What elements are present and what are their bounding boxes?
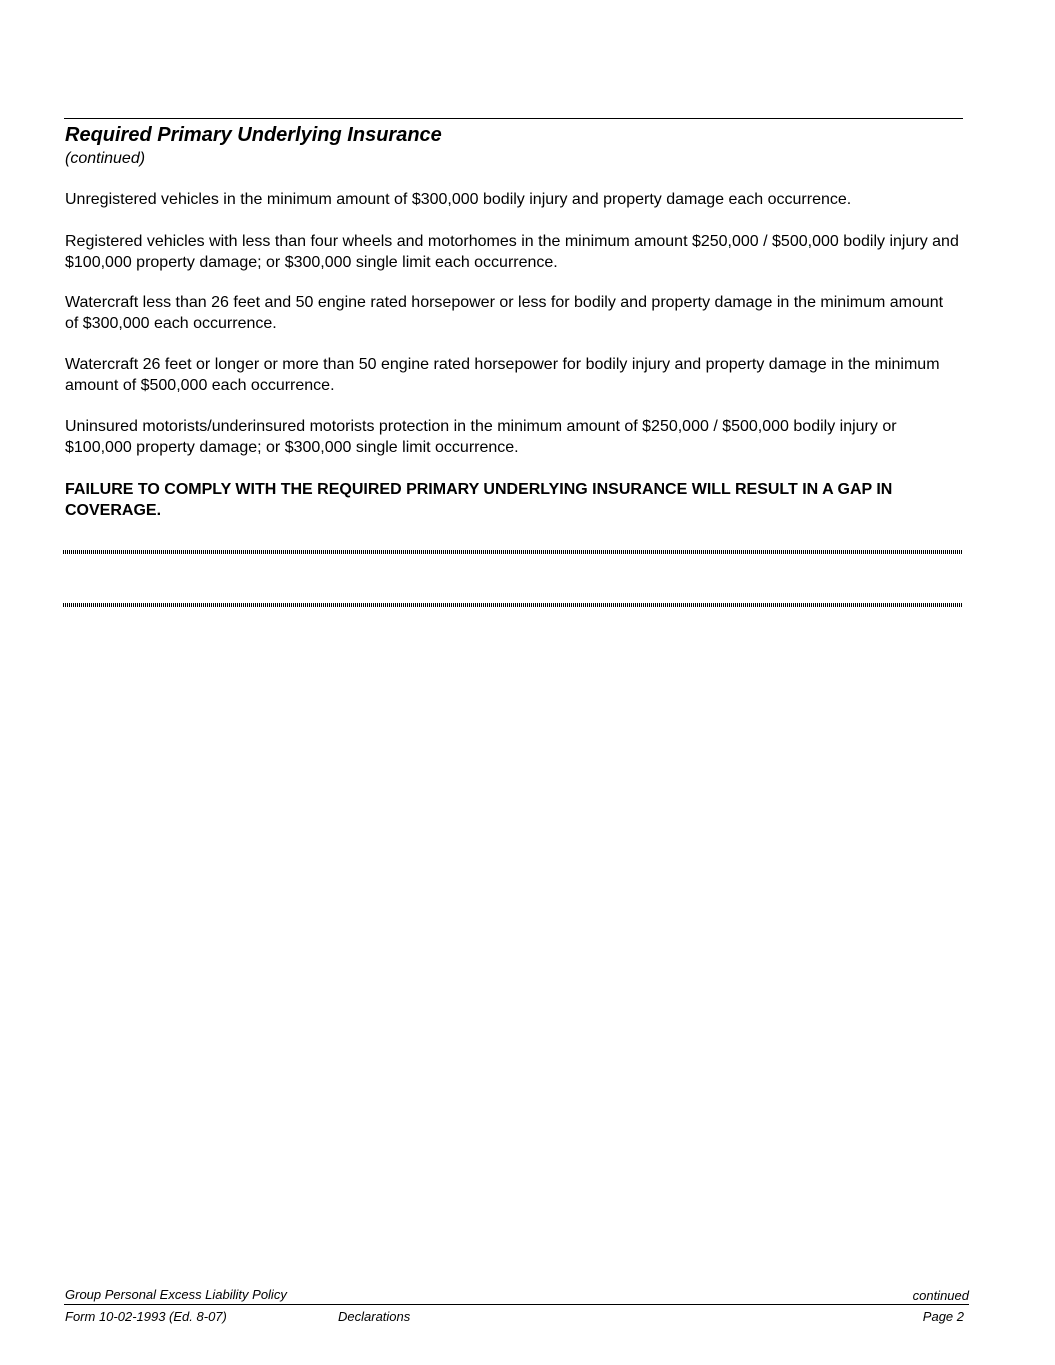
- paragraph-watercraft-large: Watercraft 26 feet or longer or more than 50 engine rated horsepower for bodily injury and property damage in the minimum amount of $500,000 each occurrence.: [65, 356, 940, 394]
- footer-form-number: Form 10-02-1993 (Ed. 8-07): [65, 1309, 227, 1324]
- footer-page-number: Page 2: [922, 1309, 964, 1324]
- paragraph-watercraft-small: Watercraft less than 26 feet and 50 engine rated horsepower or less for bodily and property damage in the minimum amount of $300,000 each occurrence.: [65, 294, 944, 332]
- section-title: Required Primary Underlying Insurance: [65, 124, 442, 146]
- hatched-divider: [63, 603, 963, 607]
- paragraph-uninsured-motorists: Uninsured motorists/underinsured motorists protection in the minimum amount of $250,000 / $500,000 bodily injury or $100,000 property damage; or $300,000 single limit occurrence.: [65, 418, 897, 456]
- footer-rule: [64, 1304, 969, 1305]
- paragraph-registered-vehicles: Registered vehicles with less than four wheels and motorhomes in the minimum amount $250,000 / $500,000 bodily injury and $100,000 property damage; or $300,000 single limit each occurrence.: [65, 233, 959, 271]
- footer-continued: continued: [912, 1288, 969, 1303]
- paragraph-unregistered-vehicles: Unregistered vehicles in the minimum amount of $300,000 bodily injury and property damage each occurrence.: [65, 191, 852, 208]
- footer-section: Declarations: [338, 1309, 411, 1324]
- warning-text: FAILURE TO COMPLY WITH THE REQUIRED PRIMARY UNDERLYING INSURANCE WILL RESULT IN A GAP IN COVERAGE.: [65, 481, 893, 519]
- top-rule: [64, 118, 963, 119]
- footer-policy-name: Group Personal Excess Liability Policy: [65, 1287, 287, 1302]
- section-subtitle: (continued): [65, 150, 146, 167]
- hatched-divider: [63, 550, 963, 554]
